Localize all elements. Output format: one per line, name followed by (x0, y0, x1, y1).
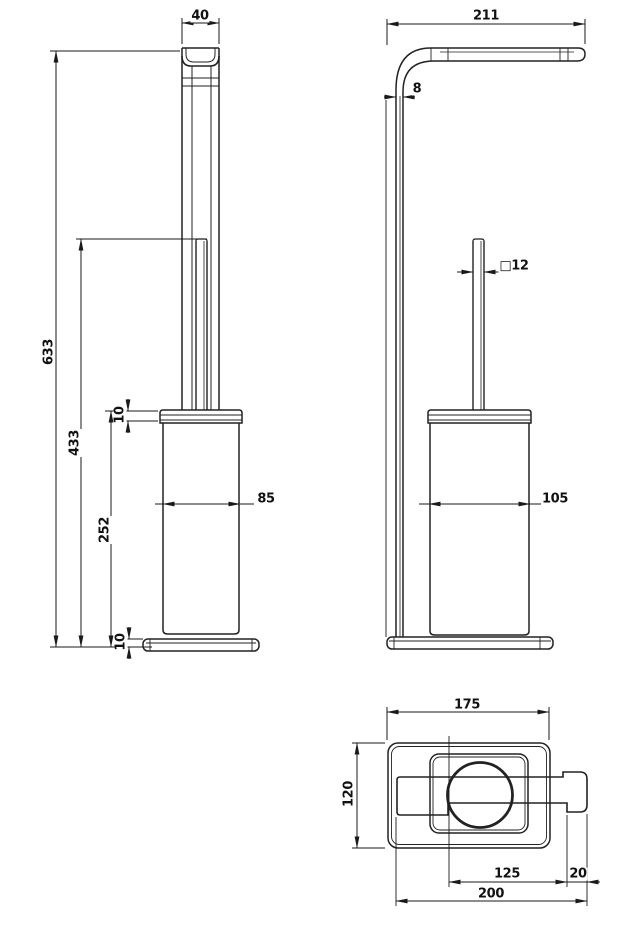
dim-overall-length-label: 200 (478, 886, 504, 902)
dim-base-height-label: 10 (113, 633, 129, 651)
dim-arm-length-label: 211 (473, 8, 499, 24)
dim-handle-height-label: 433 (67, 430, 83, 456)
front-view-dimensions (50, 18, 254, 659)
dim-end-cap-width-label: 20 (569, 866, 587, 882)
dim-canister-depth-label: 105 (542, 491, 568, 507)
dim-post-width-label: 40 (191, 8, 209, 24)
top-view-drawing (388, 743, 587, 848)
front-view-drawing (143, 48, 259, 651)
dim-base-width-label: 175 (454, 697, 480, 713)
dim-total-height-label: 633 (41, 339, 57, 365)
dim-canister-height-label: 252 (97, 517, 113, 543)
dim-handle-section-label: □12 (499, 258, 529, 274)
dim-arm-thickness-label: 8 (412, 81, 422, 97)
top-view-dimensions (352, 707, 600, 906)
dim-base-depth-label: 120 (341, 781, 357, 807)
dim-bar-length-label: 125 (494, 866, 520, 882)
dim-canister-width-label: 85 (257, 491, 275, 507)
side-view-drawing (387, 48, 585, 649)
dim-lid-height-label: 10 (112, 406, 128, 424)
